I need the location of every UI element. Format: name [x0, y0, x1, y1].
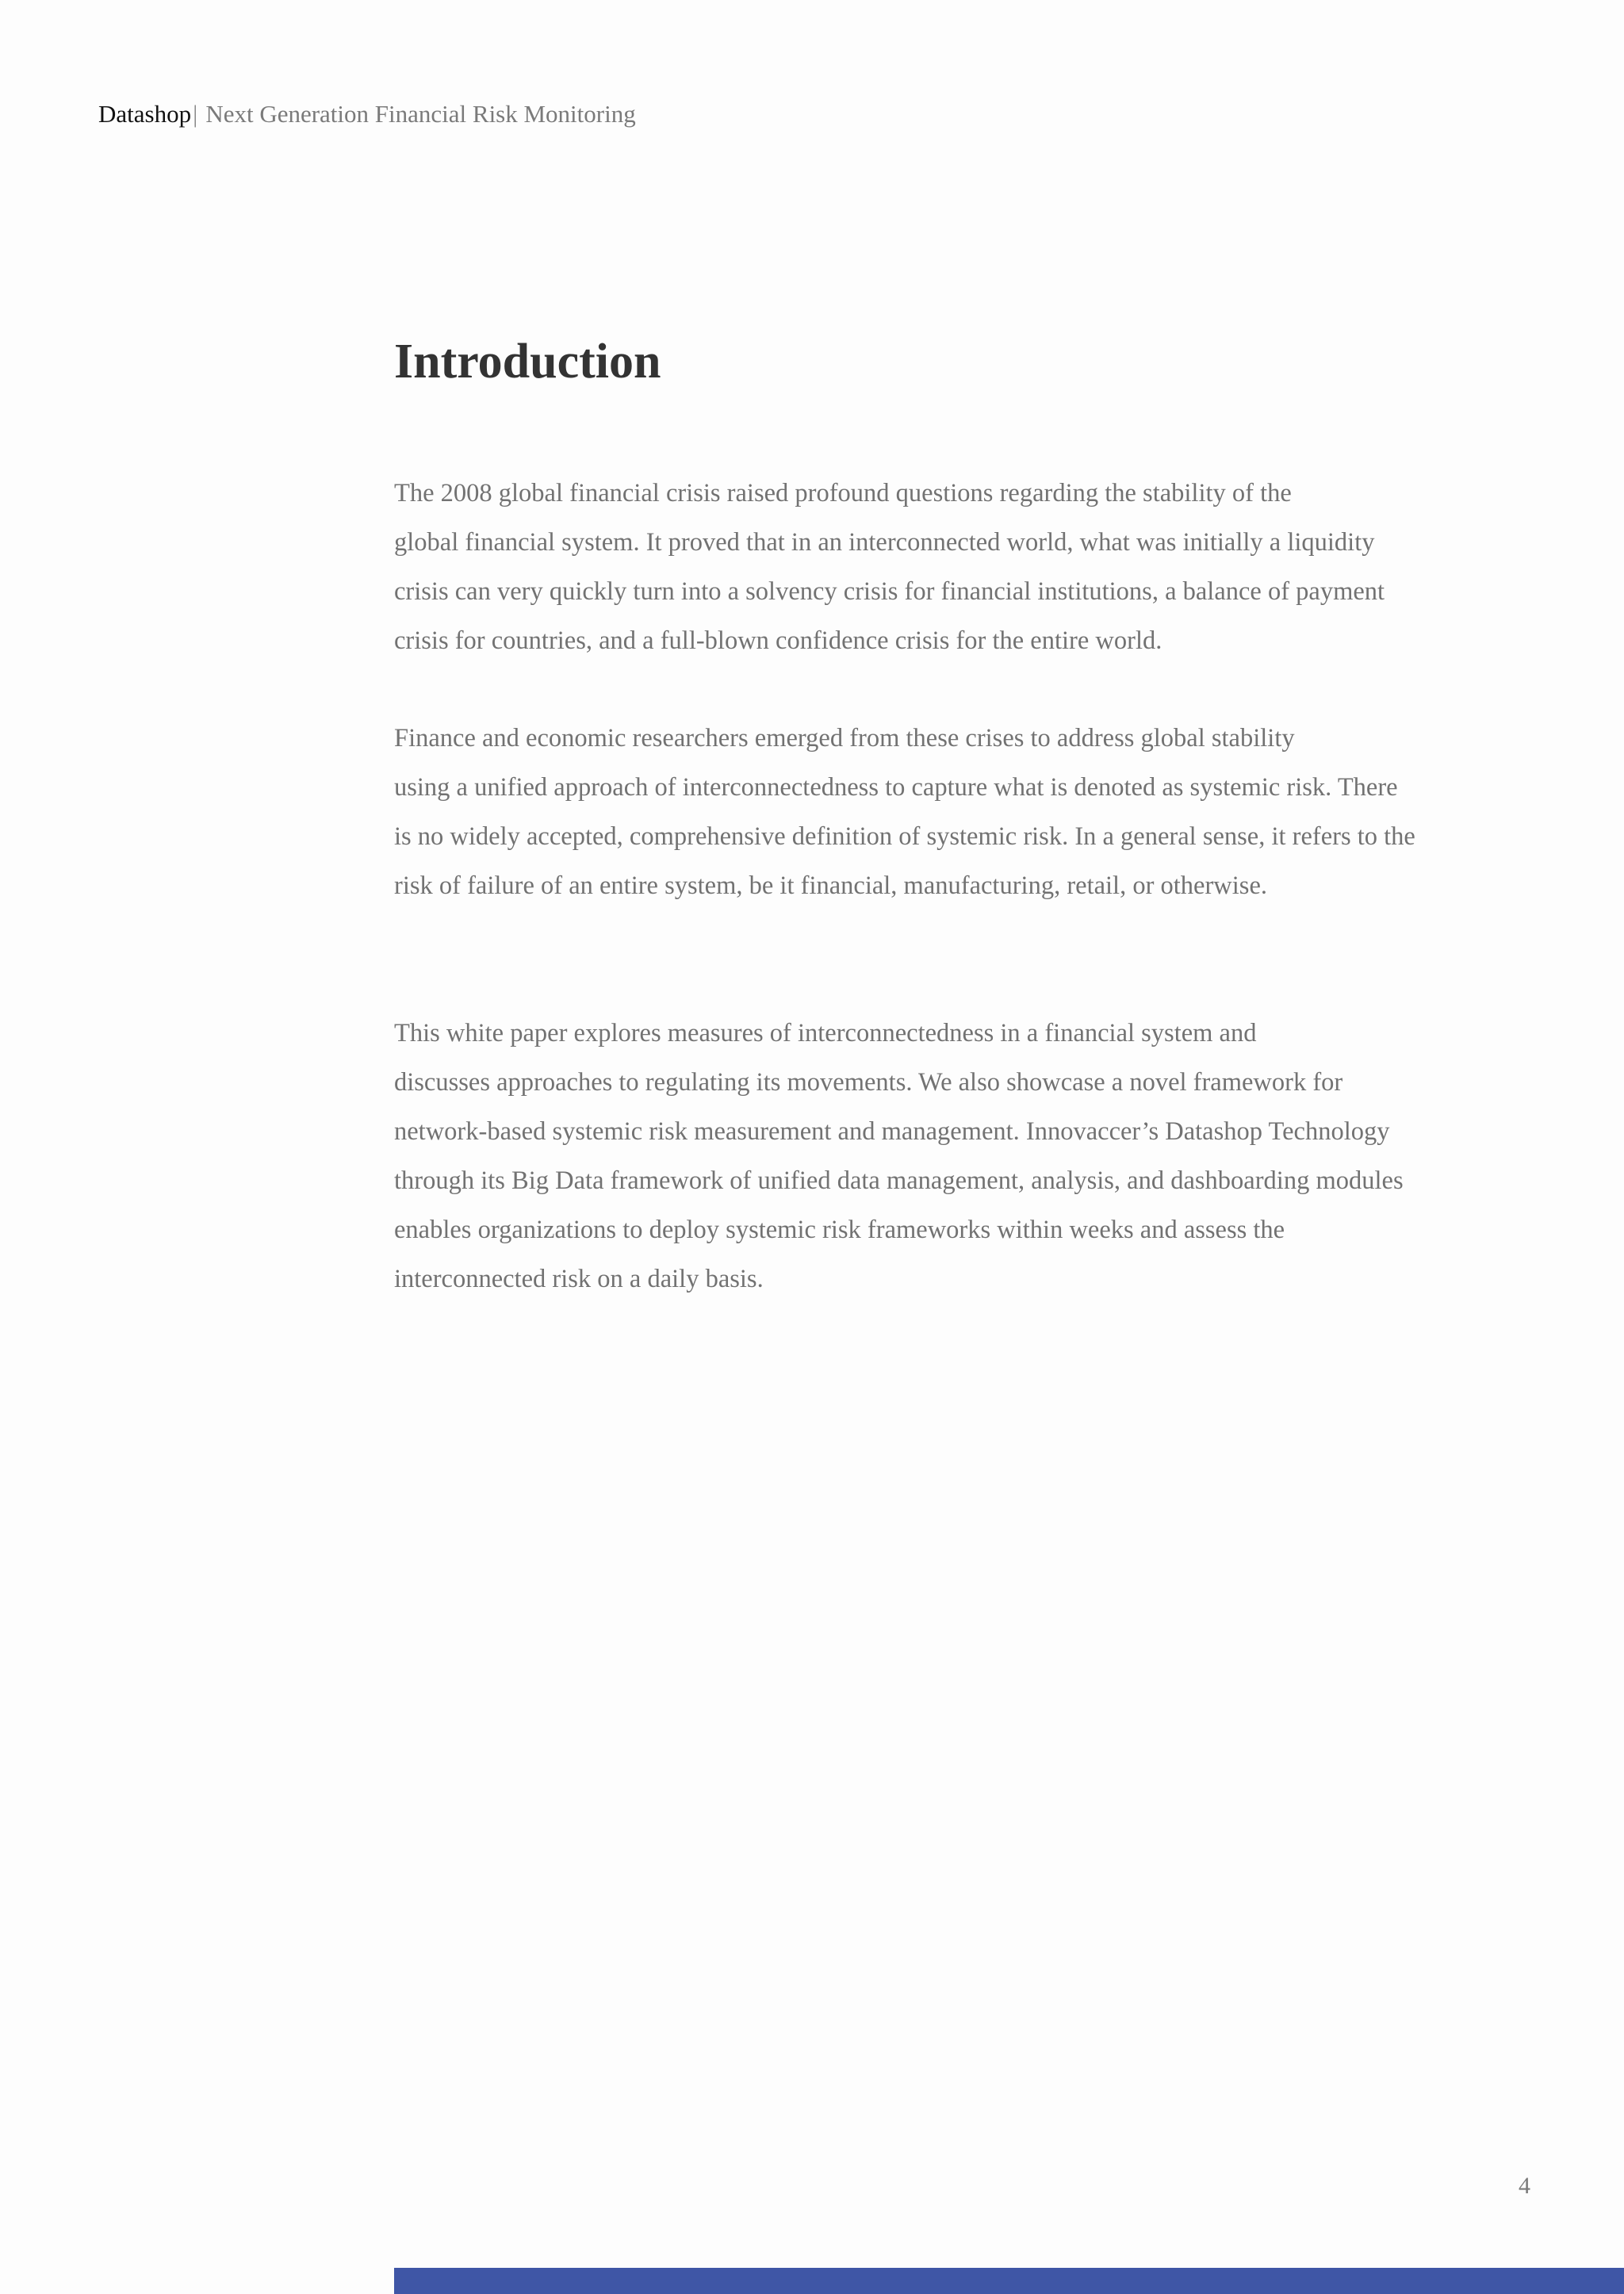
paragraph-line: crisis can very quickly turn into a solvency crisis for financial institutions, a balance of payment: [394, 577, 1385, 606]
running-header: [98, 97, 636, 132]
footer-accent-bar: [394, 2268, 1624, 2294]
paragraph-line: discusses approaches to regulating its movements. We also showcase a novel framework for: [394, 1068, 1343, 1097]
header-brand: Datashop: [98, 100, 192, 128]
paragraph-line: network-based systemic risk measurement and management. Innovaccer’s Datashop Technology: [394, 1117, 1390, 1146]
header-separator: |: [193, 100, 198, 128]
paragraph-line: interconnected risk on a daily basis.: [394, 1265, 764, 1293]
section-title: Introduction: [394, 335, 661, 389]
paragraph-line: risk of failure of an entire system, be it financial, manufacturing, retail, or otherwise.: [394, 871, 1268, 900]
paragraph-2: [394, 714, 1512, 910]
paragraph-line: through its Big Data framework of unified data management, analysis, and dashboarding modules: [394, 1166, 1404, 1195]
paragraph-line: global financial system. It proved that in an interconnected world, what was initially a liquidity: [394, 528, 1375, 557]
paragraph-line: is no widely accepted, comprehensive definition of systemic risk. In a general sense, it refers to the: [394, 822, 1415, 851]
page-number: 4: [1519, 2173, 1530, 2199]
paragraph-line: This white paper explores measures of interconnectedness in a financial system and: [394, 1019, 1257, 1047]
paragraph-line: The 2008 global financial crisis raised profound questions regarding the stability of the: [394, 479, 1292, 507]
paragraph-line: Finance and economic researchers emerged from these crises to address global stability: [394, 724, 1295, 753]
paragraph-3: [394, 1009, 1512, 1304]
paragraph-line: enables organizations to deploy systemic risk frameworks within weeks and assess the: [394, 1216, 1285, 1244]
paragraph-line: crisis for countries, and a full-blown confidence crisis for the entire world.: [394, 626, 1162, 655]
paragraph-1: [394, 469, 1512, 665]
paragraph-line: using a unified approach of interconnectedness to capture what is denoted as systemic risk. There: [394, 773, 1398, 802]
header-subtitle: Next Generation Financial Risk Monitoring: [205, 100, 636, 128]
